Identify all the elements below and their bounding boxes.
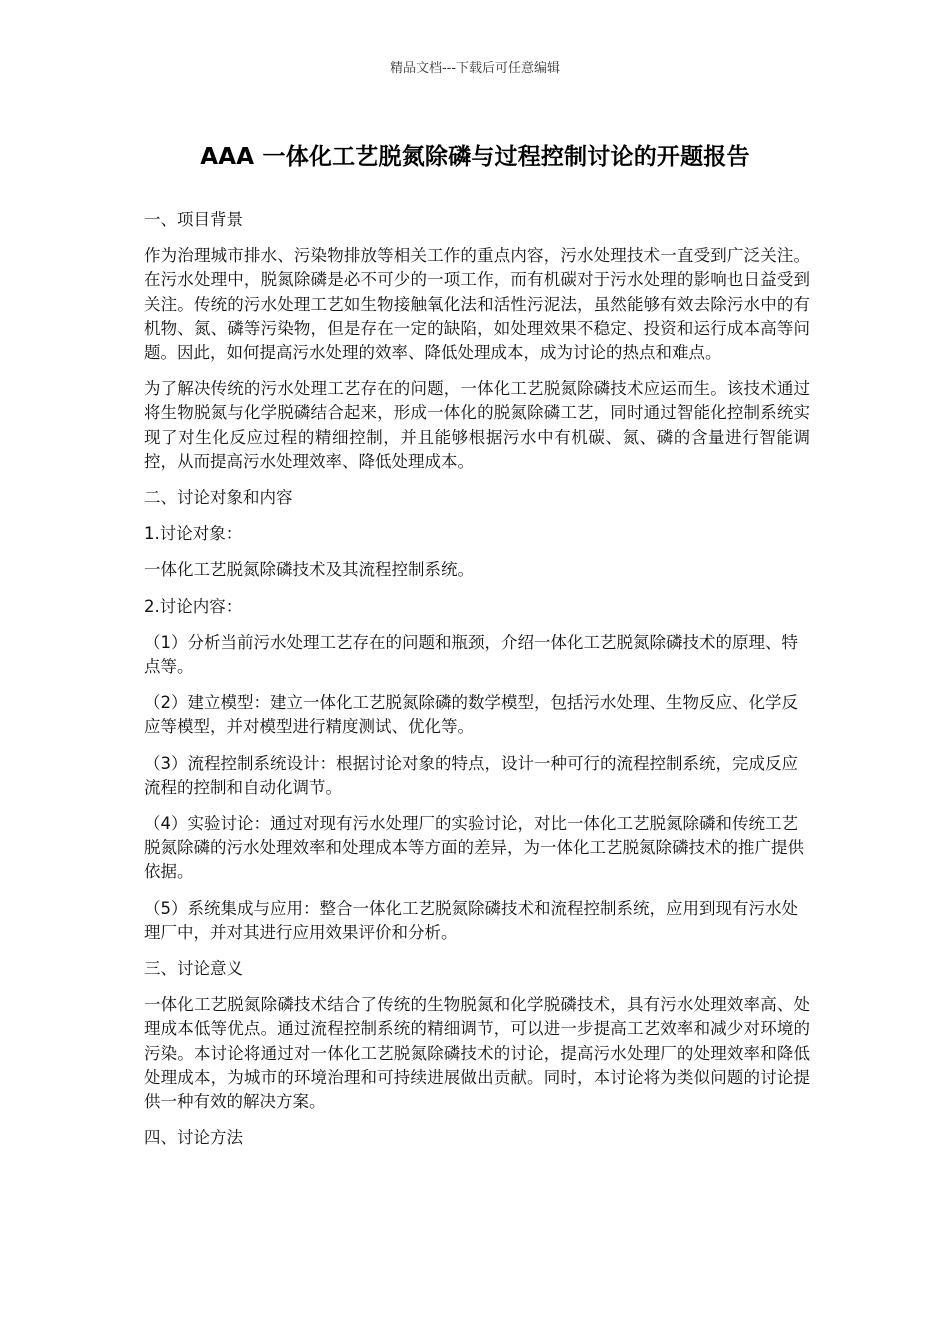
section-heading-significance: 三、讨论意义 xyxy=(144,959,243,979)
document-title: AAA 一体化工艺脱氮除磷与过程控制讨论的开题报告 xyxy=(200,144,750,170)
list-item: （5）系统集成与应用：整合一体化工艺脱氮除磷技术和流程控制系统，应用到现有污水处理厂中，并对其进行应用效果评价和分析。 xyxy=(144,898,798,942)
list-item: （3）流程控制系统设计：根据讨论对象的特点，设计一种可行的流程控制系统，完成反应流程的控制和自动化调节。 xyxy=(144,753,798,797)
document-body xyxy=(144,208,810,1163)
paragraph: 一体化工艺脱氮除磷技术及其流程控制系统。 xyxy=(144,560,474,580)
list-item: （1）分析当前污水处理工艺存在的问题和瓶颈，介绍一体化工艺脱氮除磷技术的原理、特点等。 xyxy=(144,632,798,677)
page-header: 精品文档---下载后可任意编辑 xyxy=(389,61,561,76)
section-heading-methods: 四、讨论方法 xyxy=(144,1128,243,1148)
list-item: （2）建立模型：建立一体化工艺脱氮除磷的数学模型，包括污水处理、生物反应、化学反应等模型，并对模型进行精度测试、优化等。 xyxy=(144,693,798,737)
paragraph: 一体化工艺脱氮除磷技术结合了传统的生物脱氮和化学脱磷技术，具有污水处理效率高、处理成本低等优点。通过流程控制系统的精细调节，可以进一步提高工艺效率和减少对环境的污染。本讨论将通过对一体化工艺脱氮除磷技术的讨论，提高污水处理厂的处理效率和降低处理成本，为城市的环境治理和可持续进展做出贡献。同时，本讨论将为类似问题的讨论提供一种有效的解决方案。 xyxy=(144,995,810,1112)
subheading-content: 2.讨论内容： xyxy=(144,596,243,616)
paragraph: 作为治理城市排水、污染物排放等相关工作的重点内容，污水处理技术一直受到广泛关注。在污水处理中，脱氮除磷是必不可少的一项工作，而有机碳对于污水处理的影响也日益受到关注。传统的污水处理工艺如生物接触氧化法和活性污泥法，虽然能够有效去除污水中的有机物、氮、磷等污染物，但是存在一定的缺陷，如处理效果不稳定、投资和运行成本高等问题。因此，如何提高污水处理的效率、降低处理成本，成为讨论的热点和难点。 xyxy=(144,246,810,363)
list-item: （4）实验讨论：通过对现有污水处理厂的实验讨论，对比一体化工艺脱氮除磷和传统工艺脱氮除磷的污水处理效率和处理成本等方面的差异，为一体化工艺脱氮除磷技术的推广提供依据。 xyxy=(144,814,804,882)
subheading-object: 1.讨论对象： xyxy=(144,524,243,544)
paragraph: 为了解决传统的污水处理工艺存在的问题，一体化工艺脱氮除磷技术应运而生。该技术通过将生物脱氮与化学脱磷结合起来，形成一体化的脱氮除磷工艺，同时通过智能化控制系统实现了对生化反应过程的精细控制，并且能够根据污水中有机碳、氮、磷的含量进行智能调控，从而提高污水处理效率、降低处理成本。 xyxy=(144,379,810,471)
section-heading-background: 一、项目背景 xyxy=(144,210,243,229)
section-heading-objects: 二、讨论对象和内容 xyxy=(144,488,293,508)
